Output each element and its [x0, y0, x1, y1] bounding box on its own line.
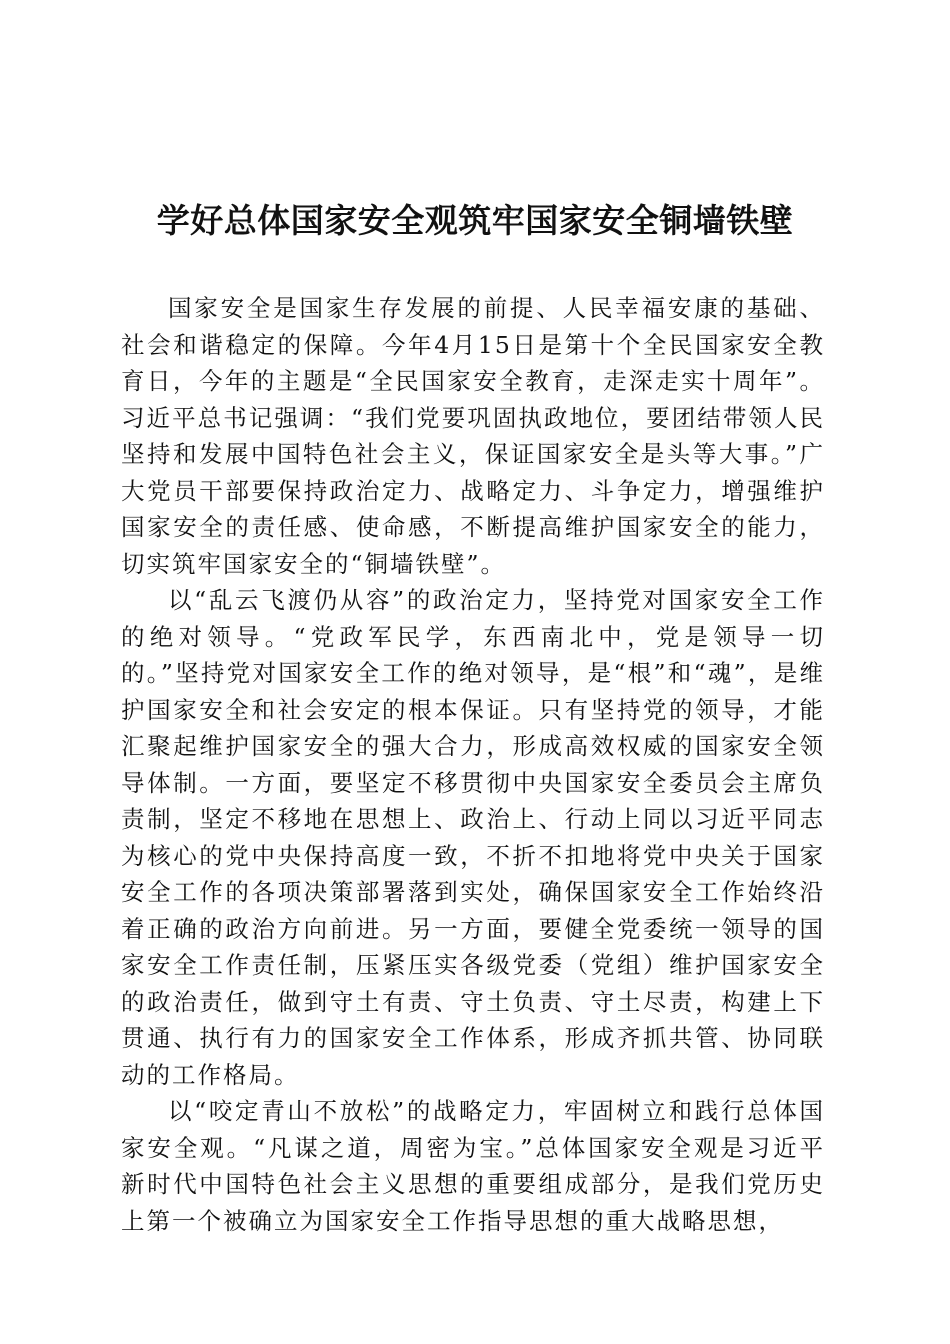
document-title: 学好总体国家安全观筑牢国家安全铜墙铁壁 — [156, 201, 794, 240]
document-body — [121, 290, 825, 1239]
paragraph: 以“咬定青山不放松”的战略定力，牢固树立和践行总体国家安全观。“凡谋之道，周密为宝。”总体国家安全观是习近平新时代中国特色社会主义思想的重要组成部分，是我们党历史上第一个被确立为国家安全工作指导思想的重大战略思想， — [121, 1097, 825, 1235]
paragraph: 以“乱云飞渡仍从容”的政治定力，坚持党对国家安全工作的绝对领导。“党政军民学，东西南北中，党是领导一切的。”坚持党对国家安全工作的绝对领导，是“根”和“魂”，是维护国家安全和社会安定的根本保证。只有坚持党的领导，才能汇聚起维护国家安全的强大合力，形成高效权威的国家安全领导体制。一方面，要坚定不移贯彻中央国家安全委员会主席负责制，坚定不移地在思想上、政治上、行动上同以习近平同志为核心的党中央保持高度一致，不折不扣地将党中央关于国家安全工作的各项决策部署落到实处，确保国家安全工作始终沿着正确的政治方向前进。另一方面，要健全党委统一领导的国家安全工作责任制，压紧压实各级党委（党组）维护国家安全的政治责任，做到守土有责、守土负责、守土尽责，构建上下贯通、执行有力的国家安全工作体系，形成齐抓共管、协同联动的工作格局。 — [121, 586, 825, 1089]
paragraph: 国家安全是国家生存发展的前提、人民幸福安康的基础、社会和谐稳定的保障。今年4月15日是第十个全民国家安全教育日，今年的主题是“全民国家安全教育，走深走实十周年”。习近平总书记强调：“我们党要巩固执政地位，要团结带领人民坚持和发展中国特色社会主义，保证国家安全是头等大事。”广大党员干部要保持政治定力、战略定力、斗争定力，增强维护国家安全的责任感、使命感，不断提高维护国家安全的能力，切实筑牢国家安全的“铜墙铁壁”。 — [121, 294, 825, 578]
